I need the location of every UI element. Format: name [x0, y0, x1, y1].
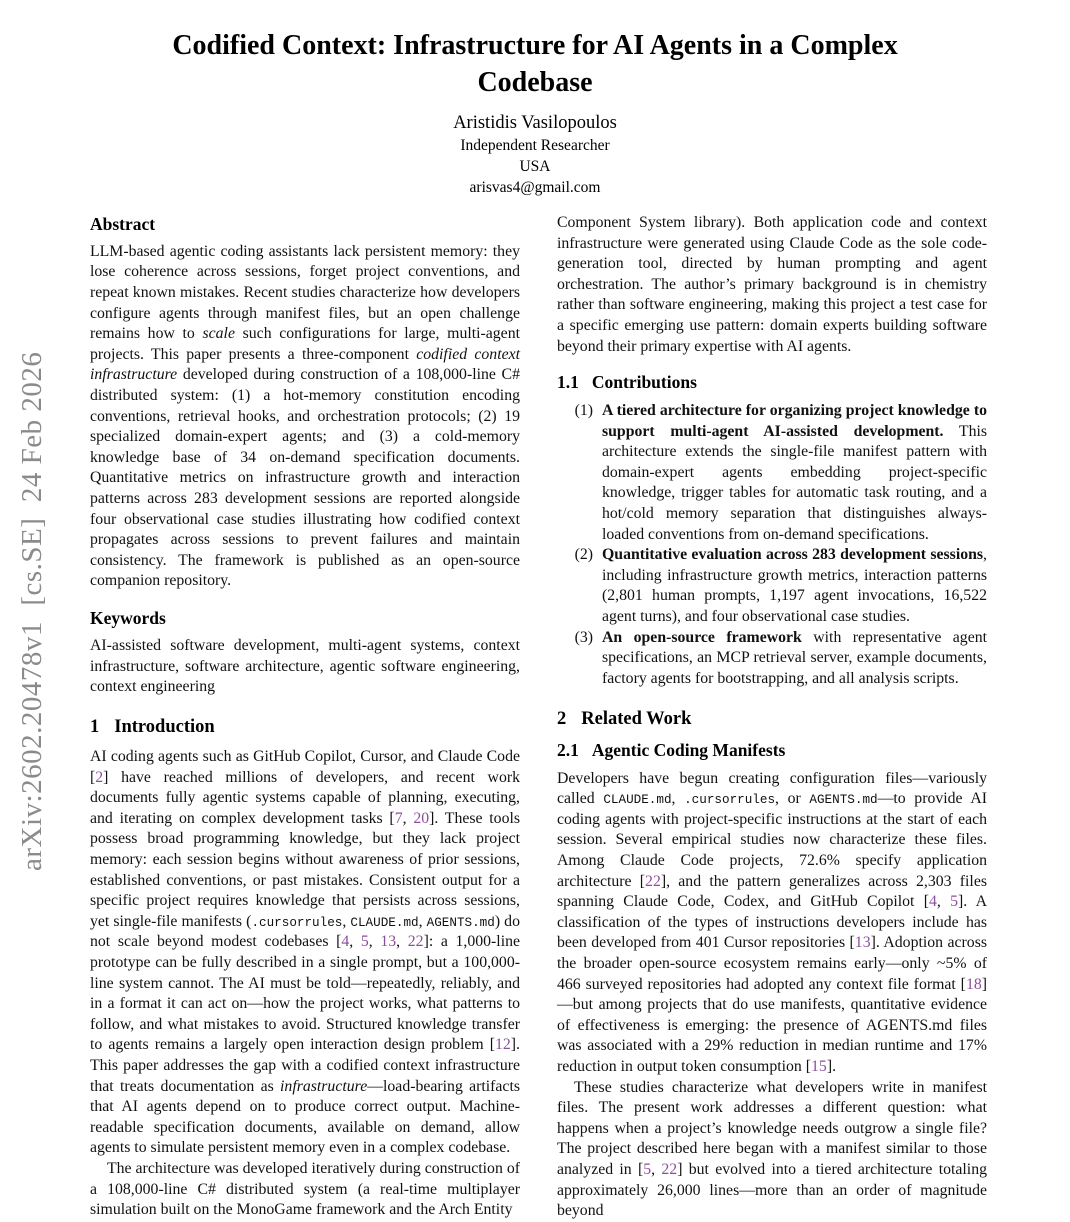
italic-text-run: codified context infrastructure: [90, 345, 520, 384]
text-run: ]. This paper addresses the gap with a codified context infrastructure that treats documentation as: [90, 1036, 520, 1095]
text-run: ) do not scale beyond modest codebases [: [90, 912, 520, 951]
code-span: .cursorrules: [684, 792, 776, 808]
text-run: —to provide AI coding agents with project-specific instructions at the start of each session. Several empirical studies now characterize these files. Among Claude Code projects, 72.6% specify application architecture [: [557, 790, 987, 890]
citation-link[interactable]: 22: [645, 872, 661, 890]
section-2-title: Related Work: [581, 708, 692, 729]
list-item: [557, 628, 987, 690]
citation-link[interactable]: 7: [394, 809, 403, 827]
text-run: This architecture extends the single-file manifest pattern with domain-expert agents embedding project-specific knowledge, trigger tables for automatic task routing, and a hot/cold memory separation that distinguishes always-loaded conventions from on-demand specifications.: [602, 422, 988, 543]
manifests-paragraph-1: [557, 769, 987, 1078]
section-2-number: 2: [557, 708, 567, 729]
list-item: [557, 545, 987, 627]
text-run: ].: [826, 1058, 837, 1076]
text-run: ]. Adoption across the broader open-source ecosystem remains early—only ~5% of 466 surveyed repositories had adopted any context file format [: [557, 934, 987, 993]
code-span: CLAUDE.md: [603, 792, 672, 808]
text-run: Developers have begun creating configuration files—variously called: [557, 769, 987, 808]
section-1-1-heading: [557, 371, 987, 394]
author-email: arisvas4@gmail.com: [469, 178, 601, 196]
text-run: ,: [342, 912, 351, 930]
list-item-marker: (3): [574, 628, 593, 646]
text-run: LLM-based agentic coding assistants lack persistent memory: they lose coherence across sessions, forget project conventions, and repeat known mistakes. Recent studies characterize how developers configure agents through manifest files, but an open challenge remains how to: [90, 242, 520, 343]
text-run: —load-bearing artifacts that AI agents depend on to produce correct output. Machine-readable specification documents, available on demand, allow agents to simulate persistent memory even in a complex codebase.: [90, 1077, 520, 1157]
text-run: ]. A classification of the types of instructions developers include has been developed from 401 Cursor repositories [: [557, 893, 987, 952]
abstract-text: [90, 242, 520, 592]
section-2-1-title: Agentic Coding Manifests: [591, 739, 786, 760]
intro-continuation-paragraph: Component System library). Both application code and context infrastructure were generated using Claude Code as the sole code-generation tool, directed by human prompting and agent orchestration. The author’s primary background is in chemistry rather than software engineering, making this project a test case for a specific emerging use pattern: domain experts building software beyond their primary expertise with AI agents.: [557, 213, 987, 355]
text-run: , or: [775, 790, 810, 808]
list-item-text: [602, 401, 987, 545]
text-run: These studies characterize what developers write in manifest files. The present work addresses a different question: what happens when a project’s knowledge needs outgrow a single file? The project described here began with a manifest similar to those analyzed in [: [557, 1078, 987, 1179]
text-run: ,: [418, 912, 427, 930]
two-column-body: [90, 213, 990, 1222]
section-1-1-title: Contributions: [591, 372, 697, 393]
arxiv-sidebar-label: arXiv:2602.20478v1 [cs.SE] 24 Feb 2026: [16, 351, 48, 871]
text-run: ]. These tools possess broad programming knowledge, but they lack project memory: each session begins without awareness of prior sessions, established conventions, or past mistakes. Consistent output for a specific project requires knowledge that persists across sessions, yet single-file manifests (: [90, 809, 521, 930]
text-run: ], and the pattern generalizes across 2,303 files spanning Claude Code, Codex, and GitHub Copilot [: [557, 872, 987, 911]
text-run: ,: [402, 809, 414, 827]
citation-link[interactable]: 5: [950, 893, 958, 911]
text-run: such configurations for large, multi-agent projects. This paper presents a three-component: [90, 325, 520, 363]
manifests-paragraph-2: [557, 1078, 987, 1222]
text-run: ,: [368, 933, 381, 951]
intro-paragraph-1: [90, 747, 520, 1159]
text-run: ] have reached millions of developers, and recent work documents fully agentic systems capable of planning, executing, and iterating on complex development tasks [: [90, 768, 520, 827]
list-item-marker: (2): [574, 546, 593, 564]
citation-link[interactable]: 18: [965, 975, 982, 993]
code-span: CLAUDE.md: [350, 914, 419, 930]
code-span: .cursorrules: [251, 914, 343, 930]
citation-link[interactable]: 2: [95, 768, 104, 786]
text-run: ]: a 1,000-line prototype can be fully described in a single prompt, but a 100,000-line system cannot. The AI must be told—repeatedly, reliably, and in a format it can act on—how the project works, what patterns to follow, and what mistakes to avoid. Structured knowledge transfer to agents remains a largely open interaction design problem [: [90, 933, 520, 1054]
left-column: [90, 213, 520, 1222]
citation-link[interactable]: 12: [494, 1036, 511, 1054]
citation-link[interactable]: 22: [661, 1161, 678, 1179]
author-country: USA: [519, 157, 551, 175]
section-1-1-number: 1.1: [557, 372, 579, 393]
abstract-heading: Abstract: [90, 213, 156, 234]
text-run: ,: [349, 933, 361, 951]
section-2-1-heading: [557, 739, 987, 762]
list-item-text: [602, 545, 987, 627]
citation-link[interactable]: 13: [380, 933, 397, 951]
intro-paragraph-2: The architecture was developed iteratively during construction of a 108,000-line C# distributed system (a real-time multiplayer simulation built on the MonoGame framework and the Arch Entity: [90, 1160, 520, 1219]
keywords-text: AI-assisted software development, multi-agent systems, context infrastructure, software architecture, agentic software engineering, context engineering: [90, 636, 520, 696]
citation-link[interactable]: 4: [341, 933, 350, 951]
text-run: ,: [936, 893, 951, 911]
title-block: [0, 0, 1070, 197]
text-run: ]—but among projects that do use manifests, quantitative evidence of effectiveness is emerging: the presence of AGENTS.md files was associated with a 29% reduction in median runtime and 17% reduction in output token consumption [: [557, 975, 987, 1076]
text-run: , including infrastructure growth metrics, interaction patterns (2,801 human prompts, 1,197 agent invocations, 16,522 agent turns), and four observational case studies.: [602, 546, 987, 626]
author-affiliation: Independent Researcher: [460, 136, 610, 154]
section-1-title: Introduction: [114, 716, 215, 737]
citation-link[interactable]: 13: [854, 934, 871, 952]
text-run: AI coding agents such as GitHub Copilot, Cursor, and Claude Code [: [90, 747, 520, 786]
citation-link[interactable]: 5: [643, 1161, 652, 1179]
right-column: [557, 213, 987, 1222]
citation-link[interactable]: 20: [413, 809, 430, 827]
page-title: Codified Context: Infrastructure for AI Agents in a Complex Codebase: [172, 30, 898, 98]
text-run: with representative agent specifications, an MCP retrieval server, example documents, factory agents for bootstrapping, and all analysis scripts.: [602, 628, 987, 687]
text-run: ,: [651, 1161, 662, 1179]
author-name: Aristidis Vasilopoulos: [453, 112, 617, 133]
text-run: ] but evolved into a tiered architecture totaling approximately 26,000 lines—more than an order of magnitude beyond: [557, 1161, 987, 1220]
keywords-heading: Keywords: [90, 608, 166, 629]
code-span: AGENTS.md: [809, 792, 878, 808]
bold-text-run: Quantitative evaluation across 283 development sessions: [602, 546, 984, 564]
bold-text-run: A tiered architecture for organizing project knowledge to support multi-agent AI-assisted development.: [602, 402, 987, 440]
text-run: ,: [396, 933, 408, 951]
list-item: [557, 401, 987, 545]
text-run: ,: [671, 790, 685, 808]
section-1-heading: [90, 715, 520, 739]
section-2-1-number: 2.1: [557, 739, 579, 760]
section-1-number: 1: [90, 716, 100, 737]
text-run: developed during construction of a 108,000-line C# distributed system: (1) a hot-memory constitution encoding conventions, retrieval hooks, and orchestration protocols; (2) 19 specialized domain-expert agents; and (3) a cold-memory knowledge base of 34 on-demand specification documents. Quantitative metrics on infrastructure growth and interaction patterns across 283 development sessions are reported alongside four observational case studies illustrating how codified context propagates across sessions to prevent failures and maintain consistency. The framework is published as an open-source companion repository.: [90, 366, 520, 590]
italic-text-run: scale: [202, 325, 235, 343]
citation-link[interactable]: 4: [928, 893, 937, 911]
list-item-marker: (1): [574, 402, 593, 419]
bold-text-run: An open-source framework: [602, 628, 802, 646]
list-item-text: [602, 628, 987, 690]
citation-link[interactable]: 22: [407, 933, 424, 951]
citation-link[interactable]: 5: [360, 933, 369, 951]
citation-link[interactable]: 15: [811, 1058, 827, 1076]
code-span: AGENTS.md: [426, 914, 495, 930]
contributions-list: [557, 401, 987, 690]
section-2-heading: [557, 707, 987, 731]
italic-text-run: infrastructure: [280, 1077, 368, 1095]
